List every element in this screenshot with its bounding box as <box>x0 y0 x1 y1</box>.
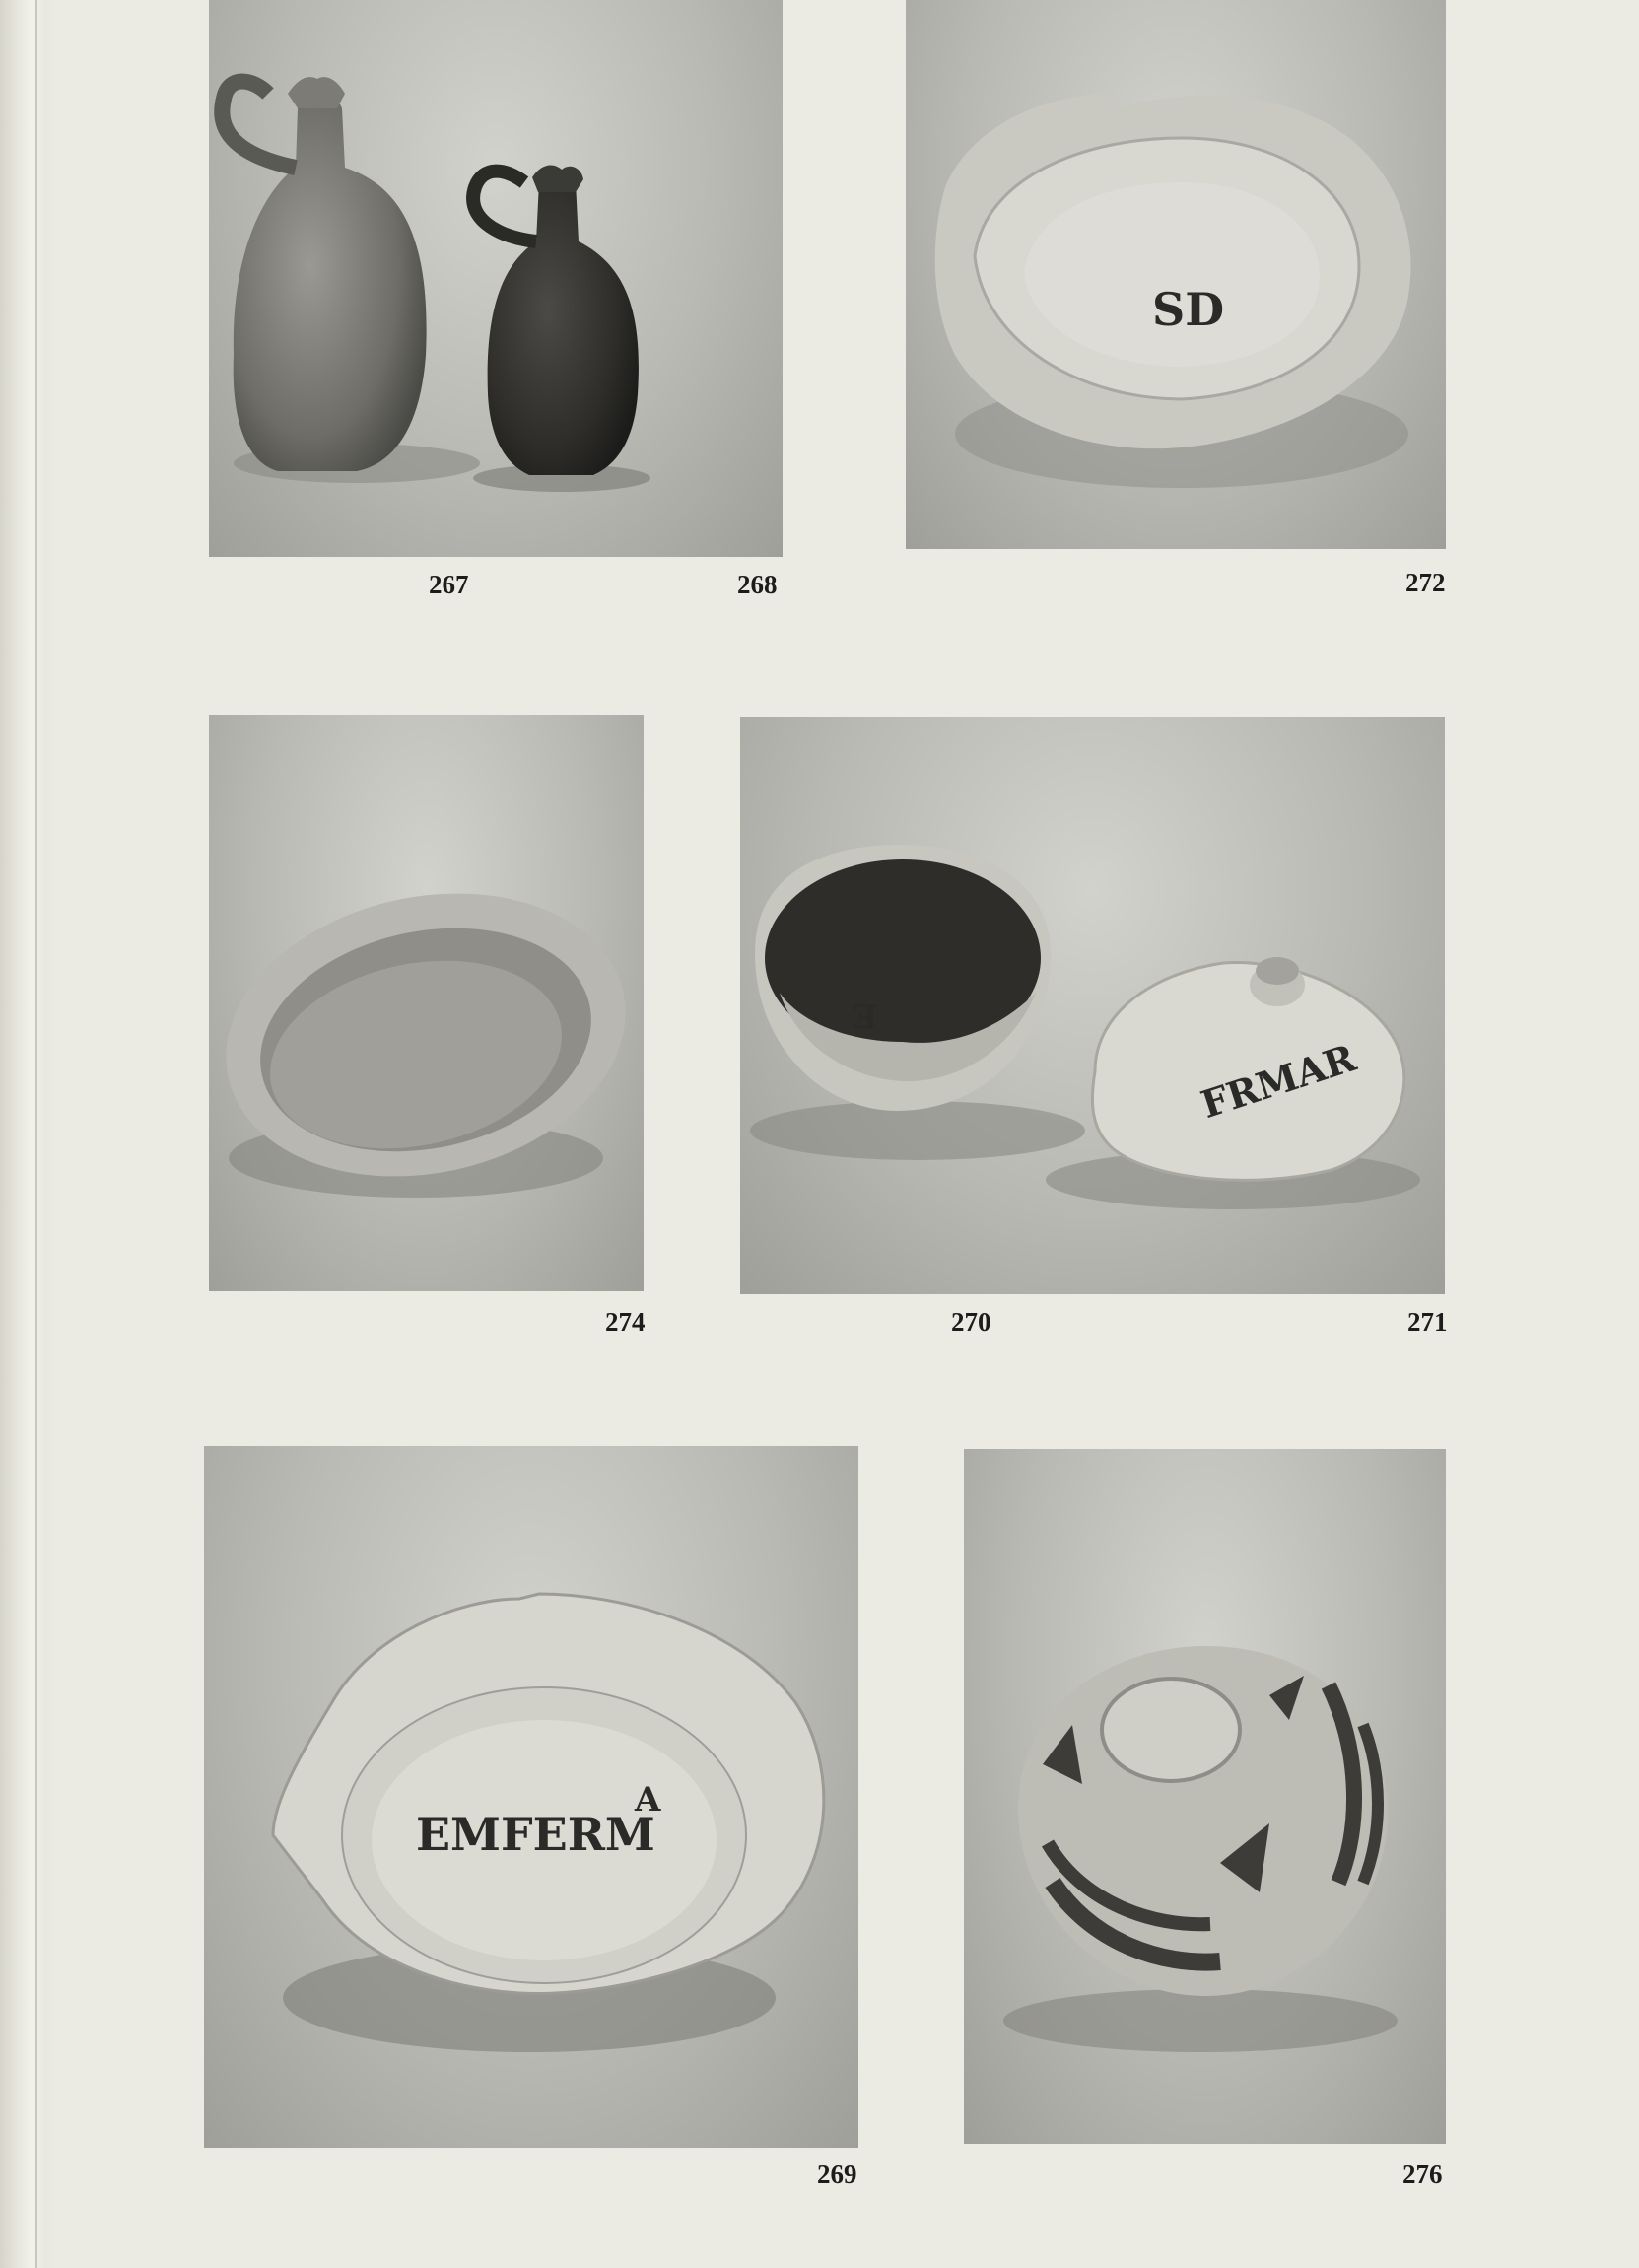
page-gutter <box>0 0 57 2268</box>
photo-inscribed-dish <box>204 1446 858 2148</box>
photo-painted-bowl <box>964 1449 1446 2144</box>
figure-number-272: 272 <box>1405 568 1446 597</box>
figure-number-276: 276 <box>1402 2160 1443 2189</box>
figure-number-270: 270 <box>951 1307 991 1337</box>
figure-number-271: 271 <box>1407 1307 1448 1337</box>
bowl-mark: E <box>853 996 878 1035</box>
photo-plain-dish <box>209 715 644 1291</box>
photo-jugs <box>209 0 783 557</box>
dish-mark-superscript: A <box>635 1780 661 1820</box>
lid-mark: FRMAR <box>1195 1035 1361 1128</box>
dish-mark-sd: SD <box>1152 283 1225 336</box>
gutter-line <box>35 0 37 2268</box>
photo-dish-sd <box>906 0 1446 549</box>
figure-number-274: 274 <box>605 1307 646 1337</box>
dish-mark-emferm: EMFERM <box>416 1808 655 1861</box>
figure-number-267: 267 <box>429 570 469 599</box>
figure-number-268: 268 <box>737 570 778 599</box>
figure-number-269: 269 <box>817 2160 857 2189</box>
photo-bowl-and-lid <box>740 717 1445 1294</box>
